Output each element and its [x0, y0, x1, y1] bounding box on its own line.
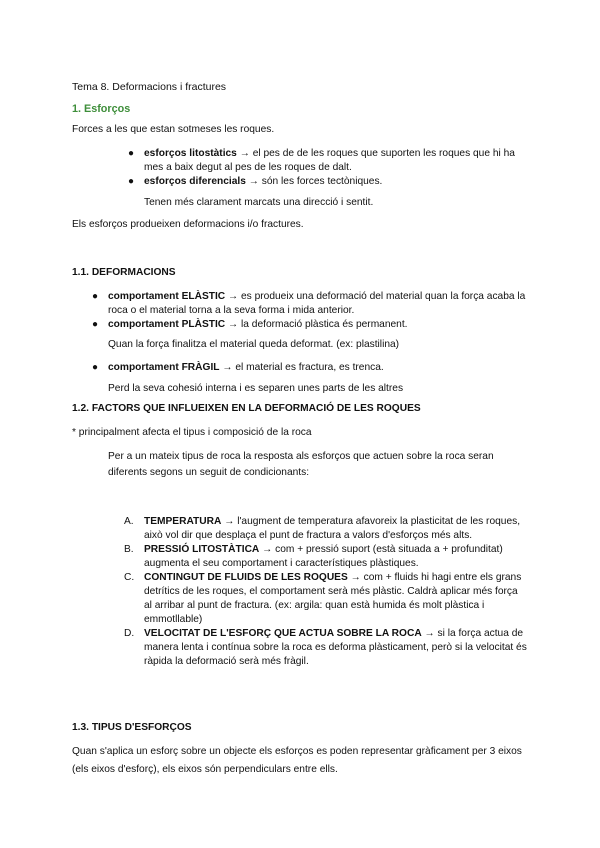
bullet-term: comportament FRÀGIL	[108, 362, 220, 373]
factor-text: → l'augment de temperatura afavoreix la plasticitat de les roques, això vol dir que desplaça el punt de fractura a valors d'esforços més alts.	[144, 516, 521, 541]
section-1-bullet-list	[128, 147, 528, 189]
bullet-icon: ●	[128, 148, 135, 159]
factor-text: → si la força actua de manera lenta i contínua sobre la roca es deforma plàsticament, però si la velocitat és ràpida la deformació serà més fràgil.	[144, 628, 527, 667]
section-1-note: Tenen més clarament marcats una direcció i sentit.	[144, 197, 374, 208]
section-1-2-note: * principalment afecta el tipus i composició de la roca	[72, 427, 312, 438]
bullet-icon: ●	[92, 362, 99, 373]
section-1-closing: Els esforços produeixen deformacions i/o fractures.	[72, 219, 304, 230]
list-item	[92, 361, 532, 375]
factor-term: VELOCITAT DE L'ESFORÇ QUE ACTUA SOBRE LA ROCA	[144, 628, 422, 639]
bullet-term: esforços litostàtics	[144, 148, 237, 159]
list-item	[92, 290, 532, 318]
factor-text: → com + fluids hi hagi entre els grans detrítics de les roques, el comportament serà més plàstic. Caldrà aplicar més força al arribar al punt de fractura. (ex: argila: quan està humida és molt plàstica i emmotllable)	[144, 572, 522, 625]
bullet-text: → el material es fractura, es trenca.	[219, 362, 384, 373]
deformacions-list-a	[92, 290, 532, 332]
plastic-note: Quan la força finalitza el material queda deformat. (ex: plastilina)	[108, 339, 400, 350]
list-letter: B.	[124, 544, 134, 555]
section-1-intro: Forces a les que estan sotmeses les roques.	[72, 124, 275, 135]
section-1-3-heading: 1.3. TIPUS D'ESFORÇOS	[72, 722, 192, 733]
list-item	[124, 515, 528, 543]
list-letter: D.	[124, 628, 135, 639]
bullet-text: → són les forces tectòniques.	[245, 176, 383, 187]
list-letter: C.	[124, 572, 135, 583]
list-item	[92, 318, 532, 332]
bullet-text: → es produeix una deformació del material quan la força acaba la roca o el material torna a la seva forma i mida anterior.	[108, 291, 526, 316]
factor-text: → com + pressió suport (està situada a + profunditat) augmenta el seu comportament i característiques plàstiques.	[144, 544, 503, 569]
bullet-icon: ●	[92, 319, 99, 330]
bullet-icon: ●	[92, 291, 99, 302]
factor-term: TEMPERATURA	[144, 516, 222, 527]
section-1-1-heading: 1.1. DEFORMACIONS	[72, 267, 176, 278]
factor-term: CONTINGUT DE FLUIDS DE LES ROQUES	[144, 572, 348, 583]
bullet-text: → el pes de de les roques que suporten les roques que hi ha mes a baix degut al pes de les roques de dalt.	[144, 148, 515, 173]
section-1-2-paragraph: Per a un mateix tipus de roca la resposta als esforços que actuen sobre la roca seran diferents segons un seguit de condicionants:	[108, 451, 494, 478]
list-letter: A.	[124, 516, 134, 527]
factors-list	[124, 515, 528, 669]
deformacions-list-b	[92, 361, 532, 375]
section-1-3-paragraph: Quan s'aplica un esforç sobre un objecte els esforços es poden representar gràficament per 3 eixos (els eixos d'esforç), els eixos són perpendiculars entre ells.	[72, 746, 522, 775]
list-item	[128, 175, 528, 189]
fragil-note: Perd la seva cohesió interna i es separen unes parts de les altres	[108, 383, 404, 394]
list-item	[124, 571, 528, 627]
section-1-heading: 1. Esforços	[72, 103, 131, 115]
bullet-text: → la deformació plàstica és permanent.	[225, 319, 408, 330]
section-1-2-heading: 1.2. FACTORS QUE INFLUEIXEN EN LA DEFORMACIÓ DE LES ROQUES	[72, 403, 421, 414]
list-item	[124, 627, 528, 669]
factor-term: PRESSIÓ LITOSTÀTICA	[144, 544, 260, 555]
document-title: Tema 8. Deformacions i fractures	[72, 81, 227, 93]
bullet-term: esforços diferencials	[144, 176, 246, 187]
list-item	[128, 147, 528, 175]
list-item	[124, 543, 528, 571]
bullet-term: comportament ELÀSTIC	[108, 291, 226, 302]
bullet-term: comportament PLÀSTIC	[108, 319, 226, 330]
bullet-icon: ●	[128, 176, 135, 187]
